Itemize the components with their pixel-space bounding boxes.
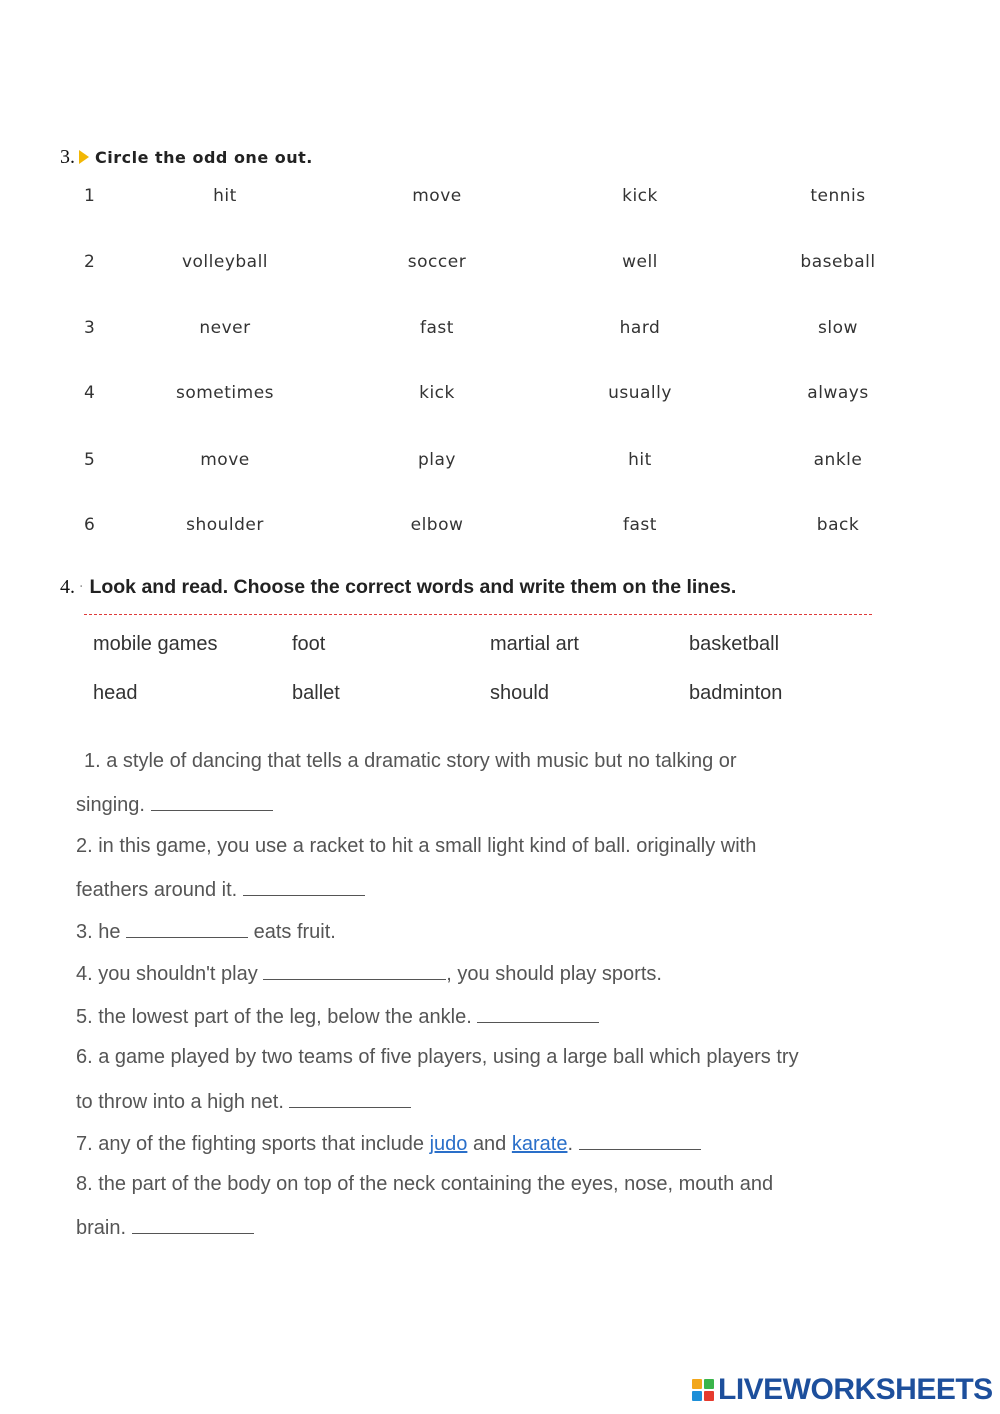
question-text: eats fruit.: [253, 921, 336, 943]
logo-text: LIVEWORKSHEETS: [718, 1373, 993, 1406]
row-number: 4: [84, 383, 96, 403]
question-text: 3. he: [76, 921, 121, 943]
question-2-line-2: [76, 877, 365, 902]
word-bank-item: badminton: [689, 682, 783, 704]
word-bank-item: should: [490, 682, 549, 704]
word-bank-item: mobile games: [93, 633, 218, 655]
liveworksheets-logo: [692, 1374, 993, 1406]
word-option[interactable]: volleyball: [181, 252, 269, 272]
word-option[interactable]: hit: [628, 450, 652, 470]
word-option[interactable]: sometimes: [175, 383, 275, 403]
question-6-line-1: [76, 1046, 799, 1069]
word-option[interactable]: usually: [608, 383, 672, 403]
word-option[interactable]: hard: [619, 318, 661, 338]
karate-link[interactable]: karate: [511, 1133, 568, 1155]
question-text: .: [567, 1133, 574, 1155]
logo-mark-icon: [692, 1379, 714, 1401]
question-8-line-1: [76, 1173, 773, 1196]
arrow-icon: [79, 150, 89, 164]
section-4-title: Look and read. Choose the correct words and write them on the lines.: [89, 575, 737, 598]
answer-blank-6[interactable]: [289, 1089, 411, 1108]
odd-one-out-row-5: [0, 446, 1000, 476]
word-bank-item: martial art: [490, 633, 579, 655]
word-option[interactable]: kick: [419, 383, 455, 403]
row-number: 6: [84, 515, 96, 535]
logo-square-icon: [692, 1379, 702, 1389]
word-option[interactable]: soccer: [407, 252, 467, 272]
question-4: [76, 961, 662, 986]
word-option[interactable]: ankle: [813, 450, 863, 470]
question-text: 5. the lowest part of the leg, below the ankle.: [76, 1006, 472, 1028]
word-option[interactable]: play: [418, 450, 456, 470]
answer-blank-2[interactable]: [243, 877, 365, 896]
question-text: 4. you shouldn't play: [76, 963, 258, 985]
section-3-number: 3.: [60, 145, 75, 168]
question-text: to throw into a high net.: [76, 1091, 284, 1113]
row-number: 1: [84, 186, 96, 206]
question-1-line-2: [76, 792, 273, 817]
answer-blank-7[interactable]: [579, 1131, 701, 1150]
odd-one-out-row-4: [0, 379, 1000, 409]
word-option[interactable]: tennis: [810, 186, 866, 206]
section-3-title: Circle the odd one out.: [95, 147, 313, 167]
question-text: and: [472, 1133, 507, 1155]
section-4-heading: [60, 572, 736, 602]
word-option[interactable]: back: [816, 515, 860, 535]
section-3-heading: [60, 142, 313, 172]
section-4-dot: ·: [79, 579, 84, 595]
logo-square-icon: [692, 1391, 702, 1401]
word-bank-item: ballet: [292, 682, 340, 704]
logo-square-icon: [704, 1379, 714, 1389]
question-5: [76, 1004, 599, 1029]
word-option[interactable]: elbow: [410, 515, 464, 535]
answer-blank-8[interactable]: [132, 1215, 254, 1234]
answer-blank-5[interactable]: [477, 1004, 599, 1023]
dashed-divider: [84, 614, 872, 615]
word-option[interactable]: well: [622, 252, 658, 272]
section-4-number: 4.: [60, 575, 75, 598]
row-number: 3: [84, 318, 96, 338]
question-text: 7. any of the fighting sports that include: [76, 1133, 424, 1155]
question-text: 1. a style of dancing that tells a dramatic story with music but no talking or: [84, 750, 737, 772]
word-option[interactable]: never: [199, 318, 251, 338]
word-bank-item: head: [93, 682, 138, 704]
question-text: singing.: [76, 794, 145, 816]
word-option[interactable]: hit: [213, 186, 237, 206]
question-7: [76, 1131, 701, 1156]
question-6-line-2: [76, 1089, 411, 1114]
word-option[interactable]: move: [200, 450, 250, 470]
answer-blank-1[interactable]: [151, 792, 273, 811]
word-bank-item: foot: [292, 633, 326, 655]
word-option[interactable]: slow: [818, 318, 858, 338]
answer-blank-4[interactable]: [263, 961, 446, 980]
question-text: feathers around it.: [76, 879, 238, 901]
odd-one-out-row-1: [0, 182, 1000, 212]
word-option[interactable]: fast: [623, 515, 657, 535]
question-text: , you should play sports.: [446, 963, 662, 985]
row-number: 5: [84, 450, 96, 470]
word-option[interactable]: move: [412, 186, 462, 206]
odd-one-out-row-2: [0, 248, 1000, 278]
word-option[interactable]: baseball: [800, 252, 876, 272]
word-bank-item: basketball: [689, 633, 780, 655]
question-3: [76, 919, 336, 944]
word-option[interactable]: shoulder: [186, 515, 264, 535]
word-option[interactable]: always: [807, 383, 869, 403]
logo-square-icon: [704, 1391, 714, 1401]
question-2-line-1: [76, 835, 756, 858]
question-1-line-1: [84, 750, 737, 773]
question-text: brain.: [76, 1217, 127, 1239]
odd-one-out-row-6: [0, 511, 1000, 541]
question-8-line-2: [76, 1215, 254, 1240]
word-option[interactable]: kick: [622, 186, 658, 206]
answer-blank-3[interactable]: [126, 919, 248, 938]
row-number: 2: [84, 252, 96, 272]
odd-one-out-row-3: [0, 314, 1000, 344]
judo-link[interactable]: judo: [429, 1133, 468, 1155]
question-text: 6. a game played by two teams of five players, using a large ball which players try: [76, 1046, 799, 1068]
question-text: 8. the part of the body on top of the neck containing the eyes, nose, mouth and: [76, 1173, 774, 1195]
word-option[interactable]: fast: [420, 318, 454, 338]
question-text: 2. in this game, you use a racket to hit a small light kind of ball. originally with: [76, 835, 757, 857]
